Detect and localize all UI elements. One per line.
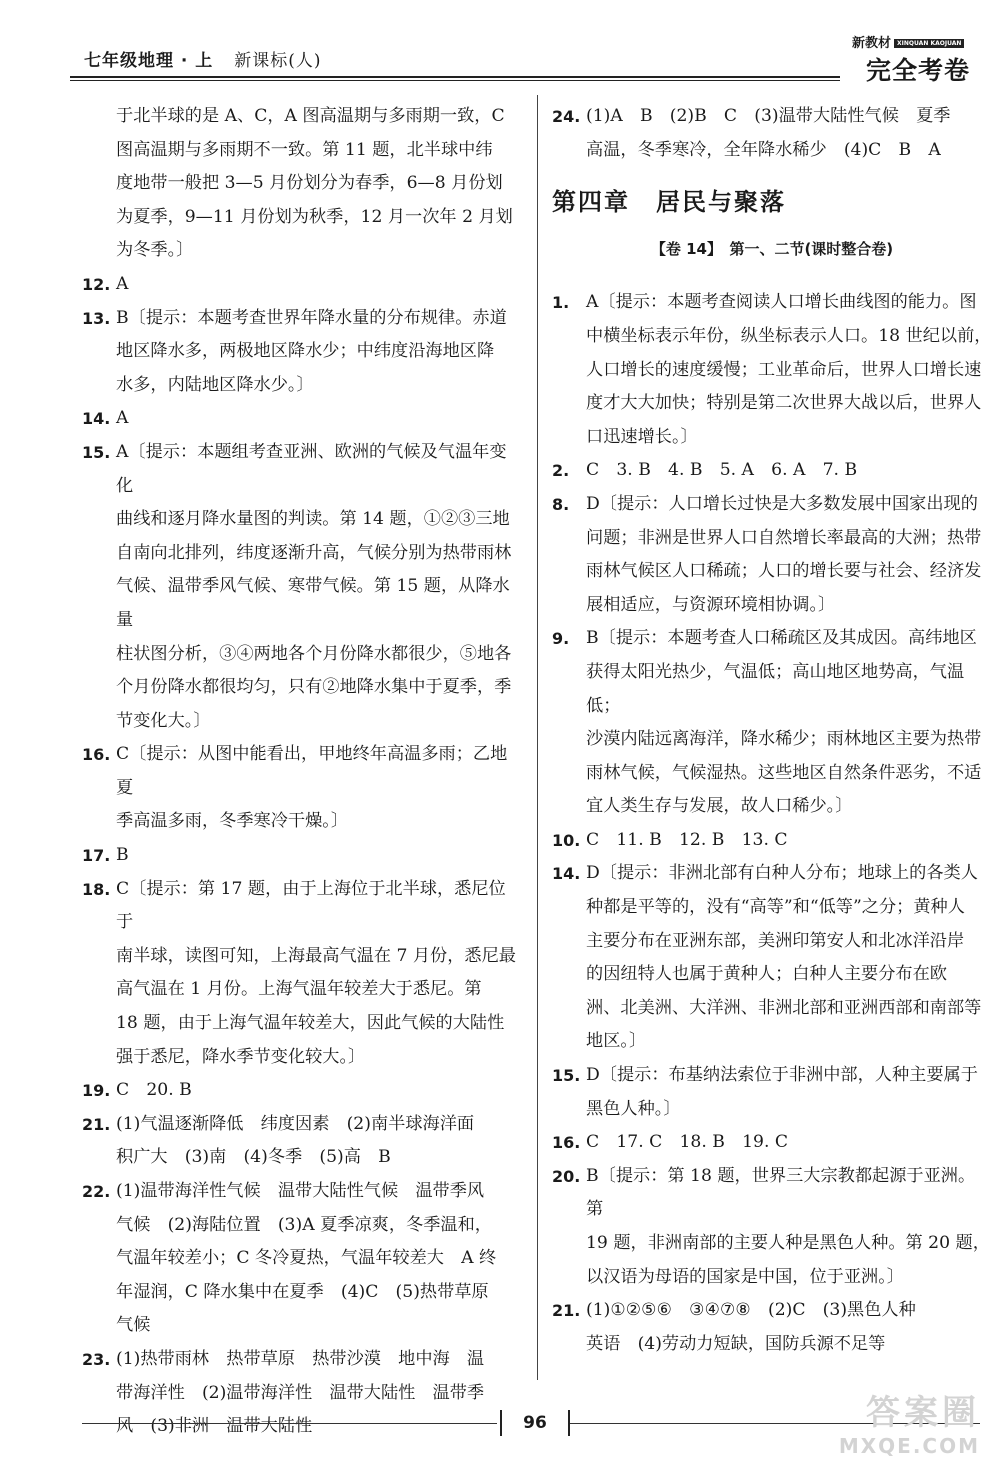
text-line: 自南向北排列，纬度逐渐升高，气候分别为热带雨林 (116, 542, 512, 563)
question-number: 12. (82, 274, 111, 294)
text-line: 气候 (2)海陆位置 (3)A 夏季凉爽，冬季温和， (116, 1214, 492, 1235)
text-line: B〔提示：第 18 题，世界三大宗教都起源于亚洲。第 (586, 1165, 976, 1220)
answer-item (552, 622, 992, 824)
text-line: 的因纽特人也属于黄种人；白种人主要分布在欧 (586, 964, 947, 985)
text-line: 中横坐标表示年份，纵坐标表示人口。18 世纪以前， (586, 325, 992, 346)
question-number: 19. (82, 1081, 111, 1101)
text-line: 积广大 (3)南 (4)冬季 (5)高 B (116, 1147, 391, 1168)
answer-item (82, 1074, 522, 1108)
text-line: 图高温期与多雨期不一致。第 11 题，北半球中纬 (116, 139, 493, 160)
column-divider (537, 95, 538, 1380)
text-line: 种都是平等的，没有“高等”和“低等”之分；黄种人 (586, 897, 965, 918)
question-number: 15. (82, 442, 111, 462)
question-number: 21. (552, 1301, 581, 1321)
answer-item (82, 436, 522, 738)
text-line: 于北半球的是 A、C，A 图高温期与多雨期一致，C (116, 106, 505, 126)
text-line: 地区降水多，两极地区降水少；中纬度沿海地区降 (116, 341, 495, 362)
answer-item (552, 1294, 992, 1361)
text-line: 问题；非洲是世界人口自然增长率最高的大洲；热带 (586, 527, 982, 548)
text-line: 高气温在 1 月份。上海气温年较差大于悉尼。第 (116, 979, 482, 1000)
text-line: (1)①②⑤⑥ ③④⑦⑧ (2)C (3)黑色人种 (586, 1300, 916, 1321)
brand-logo (840, 32, 970, 84)
text-line: (1)温带海洋性气候 温带大陆性气候 温带季风 (116, 1181, 485, 1201)
answer-item (82, 839, 522, 873)
right-answer-list-top (552, 100, 992, 167)
text-line: (1)气温逐渐降低 纬度因素 (2)南半球海洋面 (116, 1113, 475, 1134)
answer-item (82, 1108, 522, 1175)
watermark (790, 1385, 980, 1457)
text-line: 气温年较差小；C 冬冷夏热，气温年较差大 A 终 (116, 1248, 497, 1269)
answer-item (552, 824, 992, 858)
question-number: 16. (552, 1133, 581, 1153)
text-line: 曲线和逐月降水量图的判读。第 14 题，①②③三地 (116, 509, 510, 530)
text-line: 沙漠内陆远离海洋，降水稀少；雨林地区主要为热带 (586, 729, 982, 750)
question-number: 10. (552, 830, 581, 850)
text-line: 柱状图分析，③④两地各个月份降水都很少，⑤地各 (116, 643, 512, 664)
text-line: C 3. B 4. B 5. A 6. A 7. B (586, 460, 858, 481)
text-line: A (116, 273, 129, 294)
question-number: 14. (82, 409, 111, 429)
answer-item (82, 402, 522, 436)
intro-text (82, 100, 522, 268)
right-answer-list (552, 286, 992, 1361)
text-line: 年湿润，C 降水集中在夏季 (4)C (5)热带草原 (116, 1281, 489, 1302)
text-line: 气候、温带季风气候、寒带气候。第 15 题，从降水量 (116, 576, 510, 630)
text-line: 获得太阳光热少，气温低；高山地区地势高，气温低； (586, 661, 965, 716)
text-line: 度地带一般把 3—5 月份划分为春季，6—8 月份划 (116, 173, 503, 194)
text-line: 节变化大。〕 (116, 710, 211, 731)
question-number: 22. (82, 1182, 111, 1201)
book-title (84, 46, 321, 71)
right-column (552, 100, 992, 1361)
text-line: 地区。〕 (586, 1031, 647, 1052)
question-number: 8. (552, 494, 570, 514)
text-line: A〔提示：本题组考查亚洲、欧洲的气候及气温年变化 (116, 441, 507, 496)
answer-item (552, 1126, 992, 1160)
text-line: 为冬季。〕 (116, 240, 194, 261)
text-line: D〔提示：布基纳法索位于非洲中部，人种主要属于 (586, 1065, 978, 1086)
text-line: 带海洋性 (2)温带海洋性 温带大陆性 温带季 (116, 1382, 485, 1403)
text-line: 主要分布在亚洲东部，美洲印第安人和北冰洋沿岸 (586, 930, 965, 951)
text-line: A〔提示：本题考查阅读人口增长曲线图的能力。图 (586, 292, 977, 313)
watermark-text: 答案圈 (866, 1393, 980, 1433)
question-number: 18. (82, 879, 111, 899)
text-line: C 11. B 12. B 13. C (586, 829, 788, 850)
text-line: C 17. C 18. B 19. C (586, 1132, 789, 1153)
question-number: 21. (82, 1114, 111, 1134)
text-line: 高温，冬季寒冷，全年降水稀少 (4)C B A (586, 139, 941, 160)
text-line: 19 题，非洲南部的主要人种是黑色人种。第 20 题， (586, 1233, 990, 1253)
text-line: 南半球，读图可知，上海最高气温在 7 月份，悉尼最 (116, 945, 516, 966)
left-answer-list (82, 268, 522, 1444)
section-title: 【卷 14】 第一、二节(课时整合卷) (650, 239, 894, 258)
text-line: A (116, 408, 129, 429)
text-line: 为夏季，9—11 月份划为秋季，12 月一次年 2 月划 (116, 206, 513, 227)
answer-item (552, 286, 992, 454)
footer-rule-left (82, 1423, 497, 1424)
page-number: 96 (500, 1410, 570, 1436)
question-number: 1. (552, 293, 570, 313)
book-edition: 新课标(人) (234, 51, 322, 71)
text-line: (1)A B (2)B C (3)温带大陆性气候 夏季 (586, 106, 951, 126)
brand-big: 完全考卷 (865, 56, 970, 85)
answer-item (552, 857, 992, 1059)
text-line: 气候 (116, 1315, 151, 1336)
text-line: 季高温多雨，冬季寒冷干燥。〕 (116, 811, 349, 832)
header-rule-thin (70, 80, 840, 81)
page-header (70, 38, 970, 84)
text-line: 宜人类生存与发展，故人口稀少。〕 (586, 796, 853, 817)
text-line: B〔提示：本题考查世界年降水量的分布规律。赤道 (116, 307, 507, 328)
text-line: 个月份降水都很均匀，只有②地降水集中于夏季，季 (116, 677, 512, 698)
question-number: 14. (552, 864, 581, 884)
answer-item (82, 268, 522, 302)
text-line: 人口增长的速度缓慢；工业革命后，世界人口增长速 (586, 359, 982, 380)
question-number: 24. (552, 107, 581, 126)
text-line: 以汉语为母语的国家是中国，位于亚洲。〕 (586, 1266, 904, 1287)
text-line: 黑色人种。〕 (586, 1098, 681, 1119)
answer-item (552, 488, 992, 622)
question-number: 15. (552, 1066, 581, 1086)
text-line: 水多，内陆地区降水少。〕 (116, 374, 314, 395)
left-column (82, 100, 522, 1444)
text-line: B (116, 845, 129, 866)
answer-item (552, 100, 992, 167)
answer-item (552, 454, 992, 488)
book-title-text: 七年级地理 · 上 (84, 51, 214, 71)
text-line: 强于悉尼，降水季节变化较大。〕 (116, 1046, 366, 1067)
answer-item (552, 1059, 992, 1126)
text-line: 英语 (4)劳动力短缺，国防兵源不足等 (586, 1333, 886, 1354)
text-line: 18 题，由于上海气温年较差大，因此气候的大陆性 (116, 1013, 505, 1034)
text-line: 雨林气候，气候湿热。这些地区自然条件恶劣，不适 (586, 762, 982, 783)
text-line: B〔提示：本题考查人口稀疏区及其成因。高纬地区 (586, 628, 977, 649)
text-line: D〔提示：非洲北部有白种人分布；地球上的各类人 (586, 863, 978, 884)
question-number: 13. (82, 308, 111, 328)
answer-item (82, 302, 522, 403)
text-line: 风 (3)非洲 温带大陆性 (116, 1416, 313, 1437)
question-number: 17. (82, 846, 111, 866)
text-line: D〔提示：人口增长过快是大多数发展中国家出现的 (586, 493, 978, 514)
chapter-title: 第四章 居民与聚落 (552, 187, 786, 217)
text-line: C〔提示：从图中能看出，甲地终年高温多雨；乙地夏 (116, 744, 508, 798)
answer-item (82, 738, 522, 839)
text-line: (1)热带雨林 热带草原 热带沙漠 地中海 温 (116, 1348, 485, 1369)
text-line: 口迅速增长。〕 (586, 426, 698, 447)
text-line: 洲、北美洲、大洋洲、非洲北部和亚洲西部和南部等 (586, 997, 982, 1018)
header-rule (70, 76, 840, 78)
brand-small: 新教材 XINQUAN KAOJUAN (852, 32, 970, 51)
question-number: 23. (82, 1349, 111, 1369)
text-line: 展相适应，与资源环境相协调。〕 (586, 594, 836, 615)
question-number: 16. (82, 745, 111, 765)
watermark-url: MXQE.COM (838, 1434, 980, 1458)
answer-item (552, 1160, 992, 1294)
question-number: 9. (552, 629, 570, 649)
question-number: 2. (552, 461, 570, 481)
text-line: 雨林气候区人口稀疏；人口的增长要与社会、经济发 (586, 561, 982, 582)
text-line: 度才大大加快；特别是第二次世界大战以后，世界人 (586, 393, 982, 414)
question-number: 20. (552, 1166, 581, 1186)
text-line: C 20. B (116, 1080, 192, 1101)
text-line: C〔提示：第 17 题，由于上海位于北半球，悉尼位于 (116, 878, 506, 933)
answer-item (82, 873, 522, 1075)
answer-item (82, 1175, 522, 1343)
answer-item (82, 1343, 522, 1444)
